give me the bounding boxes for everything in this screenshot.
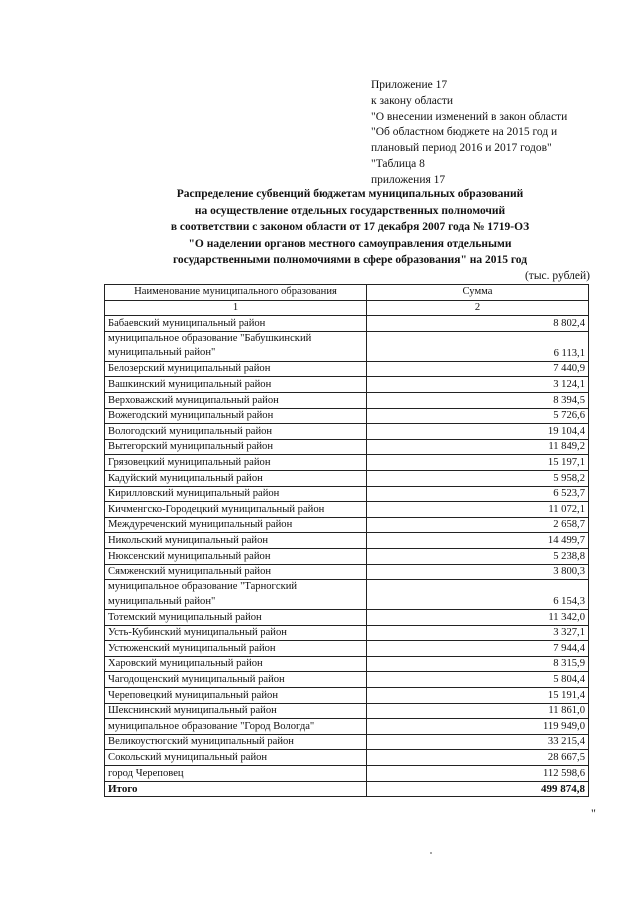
- column-number-1: 1: [105, 300, 367, 316]
- municipality-name: Вологодский муниципальный район: [105, 424, 367, 440]
- subvention-amount: 7 440,9: [367, 361, 589, 377]
- table-row: [105, 625, 589, 641]
- municipality-name: Вашкинский муниципальный район: [105, 377, 367, 393]
- title-line: государственными полномочиями в сфере образования" на 2015 год: [172, 254, 528, 267]
- municipality-name: Усть-Кубинский муниципальный район: [105, 625, 367, 641]
- appendix-header-line: плановый период 2016 и 2017 годов": [371, 142, 552, 155]
- total-amount: 499 874,8: [367, 781, 589, 797]
- units-label: (тыс. рублей): [524, 270, 590, 282]
- table-row: [105, 361, 589, 377]
- municipality-name: Нюксенский муниципальный район: [105, 548, 367, 564]
- table-row: [105, 424, 589, 440]
- table-row: [105, 750, 589, 766]
- title-line: на осуществление отдельных государственных полномочий: [194, 204, 506, 217]
- municipality-name: Чагодощенский муниципальный район: [105, 672, 367, 688]
- table-row: [105, 564, 589, 580]
- municipality-name: Вожегодский муниципальный район: [105, 408, 367, 424]
- column-number-2: 2: [367, 300, 589, 316]
- subvention-amount: 15 197,1: [367, 455, 589, 471]
- subvention-amount: 5 726,6: [367, 408, 589, 424]
- municipality-name: Вытегорский муниципальный район: [105, 439, 367, 455]
- table-row: [105, 610, 589, 626]
- table-row: [105, 533, 589, 549]
- subvention-amount: 5 238,8: [367, 548, 589, 564]
- subvention-amount: 3 800,3: [367, 564, 589, 580]
- table-row: [105, 517, 589, 533]
- table-row: [105, 548, 589, 564]
- table-row: [105, 688, 589, 704]
- title-line: Распределение субвенций бюджетам муниципальных образований: [176, 188, 524, 200]
- scan-dot: [430, 852, 432, 854]
- subvention-amount: 11 861,0: [367, 703, 589, 719]
- municipality-name: Бабаевский муниципальный район: [105, 316, 367, 332]
- table-row: [105, 439, 589, 455]
- total-label: Итого: [105, 781, 367, 797]
- table-row: [105, 408, 589, 424]
- subvention-amount: 28 667,5: [367, 750, 589, 766]
- municipality-name: Белозерский муниципальный район: [105, 361, 367, 377]
- table-header-row: [105, 285, 589, 301]
- table-row: [105, 719, 589, 735]
- column-header-name: Наименование муниципального образования: [105, 285, 367, 301]
- table-row: [105, 672, 589, 688]
- municipality-name: Сямженский муниципальный район: [105, 564, 367, 580]
- municipality-name: Великоустюгский муниципальный район: [105, 734, 367, 750]
- municipality-name: Грязовецкий муниципальный район: [105, 455, 367, 471]
- subvention-amount: 11 072,1: [367, 502, 589, 518]
- subventions-table: [104, 284, 589, 797]
- table-row: [105, 580, 589, 610]
- subvention-amount: 2 658,7: [367, 517, 589, 533]
- subvention-amount: 8 315,9: [367, 656, 589, 672]
- appendix-header: [371, 78, 621, 189]
- document-title: [100, 186, 600, 269]
- subvention-amount: 6 154,3: [367, 580, 589, 610]
- subvention-amount: 8 394,5: [367, 392, 589, 408]
- title-line: "О наделении органов местного самоуправления отдельными: [188, 237, 512, 250]
- subvention-amount: 14 499,7: [367, 533, 589, 549]
- municipality-name: Харовский муниципальный район: [105, 656, 367, 672]
- subvention-amount: 119 949,0: [367, 719, 589, 735]
- subvention-amount: 5 804,4: [367, 672, 589, 688]
- municipality-name: муниципальное образование "Бабушкинский муниципальный район": [105, 331, 367, 361]
- table-row: [105, 392, 589, 408]
- municipality-name: город Череповец: [105, 766, 367, 782]
- municipality-name: муниципальное образование "Город Вологда": [105, 719, 367, 735]
- subvention-amount: 3 124,1: [367, 377, 589, 393]
- municipality-name: Кичменгско-Городецкий муниципальный район: [105, 502, 367, 518]
- subvention-amount: 33 215,4: [367, 734, 589, 750]
- municipality-name: Устюженский муниципальный район: [105, 641, 367, 657]
- table-row: [105, 502, 589, 518]
- subvention-amount: 15 191,4: [367, 688, 589, 704]
- subvention-amount: 7 944,4: [367, 641, 589, 657]
- municipality-name: Кирилловский муниципальный район: [105, 486, 367, 502]
- appendix-header-line: к закону области: [371, 94, 454, 107]
- appendix-header-line: "О внесении изменений в закон области: [371, 110, 568, 123]
- table-row: [105, 766, 589, 782]
- table-row: [105, 641, 589, 657]
- subvention-amount: 11 849,2: [367, 439, 589, 455]
- table-column-numbers-row: [105, 300, 589, 316]
- appendix-header-line: "Об областном бюджете на 2015 год и: [371, 126, 558, 139]
- municipality-name: муниципальное образование "Тарногский муниципальный район": [105, 580, 367, 610]
- column-header-amount: Сумма: [367, 285, 589, 301]
- appendix-header-line: приложения 17: [371, 173, 446, 186]
- table-row: [105, 703, 589, 719]
- municipality-name: Кадуйский муниципальный район: [105, 470, 367, 486]
- appendix-header-line: Приложение 17: [371, 79, 448, 91]
- subvention-amount: 6 523,7: [367, 486, 589, 502]
- closing-quote: ": [591, 806, 596, 820]
- subvention-amount: 5 958,2: [367, 470, 589, 486]
- subvention-amount: 8 802,4: [367, 316, 589, 332]
- subvention-amount: 19 104,4: [367, 424, 589, 440]
- total-row: [105, 781, 589, 797]
- table-row: [105, 331, 589, 361]
- table-row: [105, 316, 589, 332]
- table-row: [105, 455, 589, 471]
- municipality-name: Междуреченский муниципальный район: [105, 517, 367, 533]
- appendix-header-line: "Таблица 8: [371, 157, 425, 170]
- municipality-name: Верховажский муниципальный район: [105, 392, 367, 408]
- municipality-name: Шекснинский муниципальный район: [105, 703, 367, 719]
- subvention-amount: 3 327,1: [367, 625, 589, 641]
- table-row: [105, 656, 589, 672]
- table-row: [105, 377, 589, 393]
- municipality-name: Сокольский муниципальный район: [105, 750, 367, 766]
- table-row: [105, 470, 589, 486]
- table-row: [105, 486, 589, 502]
- subvention-amount: 112 598,6: [367, 766, 589, 782]
- table-row: [105, 734, 589, 750]
- municipality-name: Никольский муниципальный район: [105, 533, 367, 549]
- subvention-amount: 11 342,0: [367, 610, 589, 626]
- municipality-name: Череповецкий муниципальный район: [105, 688, 367, 704]
- title-line: в соответствии с законом области от 17 декабря 2007 года № 1719-ОЗ: [170, 221, 530, 234]
- subvention-amount: 6 113,1: [367, 331, 589, 361]
- municipality-name: Тотемский муниципальный район: [105, 610, 367, 626]
